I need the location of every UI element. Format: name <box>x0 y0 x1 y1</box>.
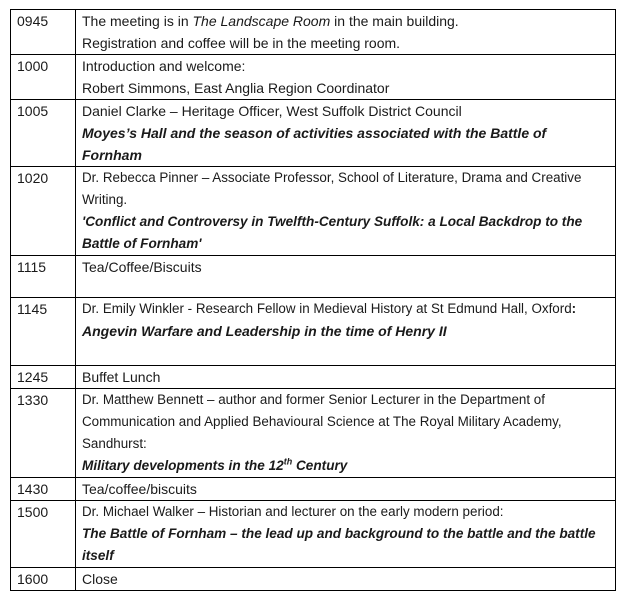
room-name: The Landscape Room <box>192 13 331 29</box>
details-cell <box>76 501 616 568</box>
details-cell <box>76 298 616 366</box>
time-cell: 1005 <box>11 100 76 167</box>
talk-title: Moyes’s Hall and the season of activities associated with the Battle of Fornham <box>82 125 547 163</box>
talk-title: The Battle of Fornham – the lead up and background to the battle and the battle itself <box>82 526 596 563</box>
time-cell: 1115 <box>11 256 76 298</box>
details-cell <box>76 478 616 501</box>
registration-line: Registration and coffee will be in the meeting room. <box>82 35 401 51</box>
details-cell <box>76 55 616 100</box>
details-cell <box>76 256 616 298</box>
table-row <box>11 568 616 591</box>
time-cell: 1145 <box>11 298 76 366</box>
talk-title: Military developments in the 12th Century <box>82 456 348 473</box>
talk-title: 'Conflict and Controversy in Twelfth-Century Suffolk: a Local Backdrop to the Battle of Fornham' <box>82 214 583 251</box>
item-title: Close <box>82 571 118 587</box>
time-cell: 1500 <box>11 501 76 568</box>
speaker-line: Dr. Emily Winkler - Research Fellow in Medieval History at St Edmund Hall, Oxford: <box>82 301 577 316</box>
details-cell <box>76 167 616 256</box>
table-row <box>11 10 616 55</box>
time-cell: 1600 <box>11 568 76 591</box>
time-cell: 1000 <box>11 55 76 100</box>
table-row <box>11 256 616 298</box>
speaker-line: Dr. Rebecca Pinner – Associate Professor, School of Literature, Drama and Creative Writing. <box>82 170 582 207</box>
table-row <box>11 167 616 256</box>
table-row <box>11 298 616 366</box>
speaker-line: Dr. Michael Walker – Historian and lecturer on the early modern period: <box>82 504 504 519</box>
table-row <box>11 55 616 100</box>
table-row <box>11 501 616 568</box>
time-cell: 1020 <box>11 167 76 256</box>
item-title: Tea/coffee/biscuits <box>82 481 197 497</box>
details-cell <box>76 568 616 591</box>
time-cell: 1245 <box>11 366 76 389</box>
speaker-line: Daniel Clarke – Heritage Officer, West Suffolk District Council <box>82 103 462 119</box>
item-title: Tea/Coffee/Biscuits <box>82 259 202 275</box>
table-row <box>11 100 616 167</box>
time-cell: 1330 <box>11 389 76 478</box>
table-row <box>11 366 616 389</box>
speaker-line: Dr. Matthew Bennett – author and former Senior Lecturer in the Department of Communication and Applied Behavioural Science at The Royal Military Academy, Sandhurst: <box>82 392 562 451</box>
table-row <box>11 478 616 501</box>
venue-line: The meeting is in The Landscape Room in the main building. <box>82 13 459 29</box>
details-cell <box>76 366 616 389</box>
speaker-line: Robert Simmons, East Anglia Region Coordinator <box>82 80 390 96</box>
details-cell <box>76 389 616 478</box>
time-cell: 1430 <box>11 478 76 501</box>
item-title: Buffet Lunch <box>82 369 161 385</box>
details-cell <box>76 100 616 167</box>
details-cell <box>76 10 616 55</box>
talk-title: Angevin Warfare and Leadership in the time of Henry II <box>82 323 447 339</box>
agenda-table <box>10 9 616 591</box>
table-row <box>11 389 616 478</box>
item-title: Introduction and welcome: <box>82 58 246 74</box>
time-cell: 0945 <box>11 10 76 55</box>
